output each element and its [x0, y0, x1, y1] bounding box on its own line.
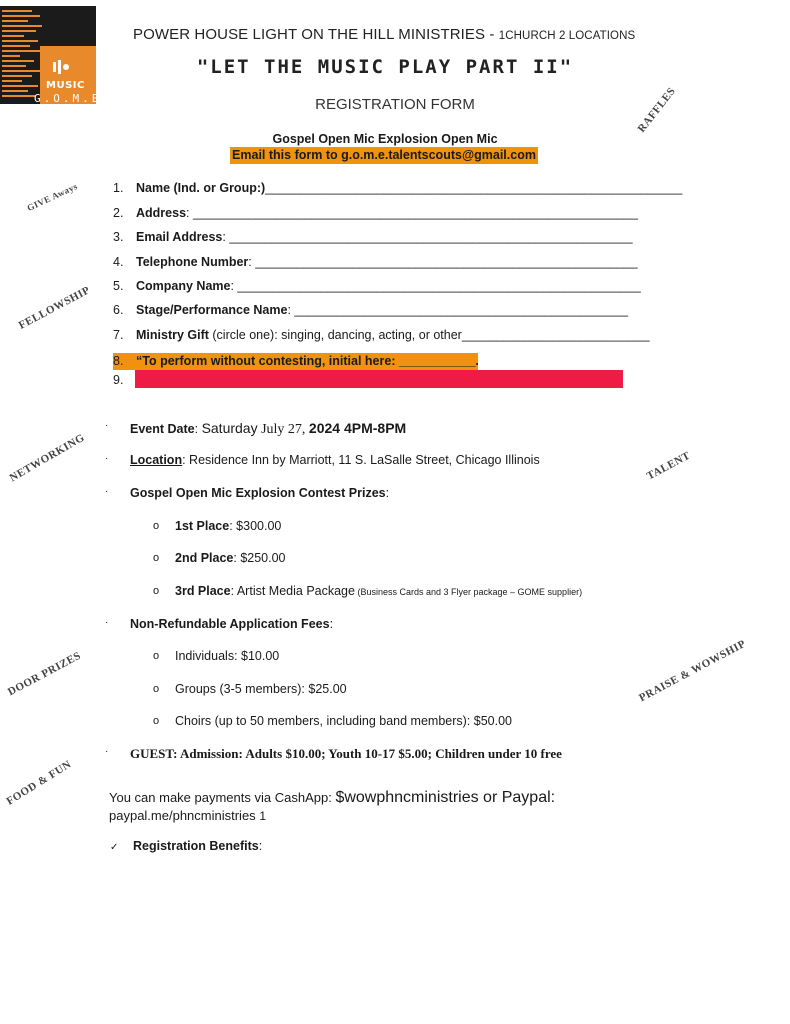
music-gome-logo	[0, 6, 111, 105]
side-label-give-aways: GIVE Aways	[25, 180, 80, 214]
circle-bullet-icon: o	[153, 715, 160, 727]
field-number: 3.	[113, 230, 124, 244]
prize-label: 1st Place	[175, 519, 230, 533]
side-label-raffles: RAFFLES	[635, 85, 679, 135]
field-address[interactable]	[113, 206, 673, 220]
ministry-title-text: POWER HOUSE LIGHT ON THE HILL MINISTRIES -	[133, 26, 499, 43]
field-number: 6.	[113, 303, 124, 317]
field-number: 2.	[113, 206, 124, 220]
payment-prefix: You can make payments via CashApp:	[109, 790, 336, 805]
side-label-fellowship: FELLOWSHIP	[16, 284, 93, 332]
field-number: 5.	[113, 279, 124, 293]
field-blank: : __________________________________________________________	[222, 230, 633, 244]
bullet-icon: ·	[105, 617, 109, 628]
fee-text: Choirs (up to 50 members, including band members): $50.00	[175, 714, 512, 728]
field-label: Company Name	[136, 279, 231, 293]
prize-label: 2nd Place	[175, 551, 234, 565]
bullet-icon: ·	[105, 486, 109, 497]
event-subtitle: "LET THE MUSIC PLAY PART II"	[196, 56, 574, 78]
logo-word-music: MUSIC	[46, 80, 85, 91]
field-blank: : ________________________________________________	[287, 303, 629, 317]
benefits-label: Registration Benefits	[133, 839, 259, 853]
side-label-talent: TALENT	[644, 449, 693, 483]
bullet-icon: ·	[105, 453, 109, 464]
field-stage-name[interactable]	[113, 303, 673, 317]
field-number: 8.	[113, 354, 124, 368]
field-telephone[interactable]	[113, 255, 673, 269]
registration-benefits: ✓ Registration Benefits:	[110, 839, 263, 853]
bullet-icon: ·	[105, 420, 109, 431]
location-value: Residence Inn by Marriott, 11 S. LaSalle Street, Chicago Illinois	[185, 453, 540, 467]
prize-value: : $300.00	[229, 519, 282, 533]
event-day: Saturday	[201, 420, 258, 436]
fee-text: Groups (3-5 members): $25.00	[175, 682, 347, 696]
field-initial[interactable]	[113, 354, 673, 368]
form-title: REGISTRATION FORM	[315, 96, 475, 113]
event-date-label: Event Date	[130, 422, 195, 436]
circle-bullet-icon: o	[153, 683, 160, 695]
bullet-icon: ·	[105, 746, 109, 757]
side-label-praise-worship: PRAISE & WOWSHIP	[637, 637, 748, 705]
circle-bullet-icon: o	[153, 552, 160, 564]
fee-text: Individuals: $10.00	[175, 649, 280, 663]
location-label: Location	[130, 453, 183, 467]
field-number: 9.	[113, 373, 124, 387]
field-company[interactable]	[113, 279, 673, 293]
event-month-day: July 27,	[261, 422, 306, 437]
field-blank: : ________________________________________________________________	[186, 206, 638, 220]
field-label: Address	[136, 206, 187, 220]
field-label: “To perform without contesting, initial here: ___________.	[136, 354, 479, 368]
side-label-food-fun: FOOD & FUN	[4, 758, 74, 808]
field-label: Ministry Gift	[136, 328, 209, 342]
field-blank: : _______________________________________________________	[248, 255, 638, 269]
logo-word-gome: G.O.M.E.	[34, 92, 111, 105]
prize-note: (Business Cards and 3 Flyer package – GOME supplier)	[354, 587, 583, 597]
payment-info	[109, 789, 669, 825]
field-nine	[113, 373, 673, 387]
event-name: Gospel Open Mic Explosion Open Mic	[272, 132, 498, 146]
side-label-door-prizes: DOOR PRIZES	[5, 649, 84, 699]
field-name[interactable]	[113, 181, 683, 195]
circle-bullet-icon: o	[153, 585, 160, 597]
page-number: 1	[259, 809, 266, 823]
payment-cashapp: $wowphncministries or Paypal:	[335, 789, 556, 806]
locations-text: 1CHURCH 2 LOCATIONS	[498, 30, 636, 42]
field-label: Email Address	[136, 230, 223, 244]
ministry-title	[133, 26, 635, 43]
prizes-label: Gospel Open Mic Explosion Contest Prizes	[130, 486, 386, 500]
field-ministry-gift[interactable]	[113, 328, 673, 342]
field-label: Telephone Number	[136, 255, 249, 269]
field-number: 4.	[113, 255, 124, 269]
field-label: Stage/Performance Name	[136, 303, 288, 317]
field-number: 1.	[113, 181, 124, 195]
payment-paypal: paypal.me/phncministries	[109, 808, 256, 823]
field-number: 7.	[113, 328, 124, 342]
prize-label: 3rd Place	[175, 584, 231, 598]
field-blank: ____________________________________________________________	[265, 181, 683, 195]
prize-value: : $250.00	[233, 551, 286, 565]
prize-value: : Artist Media Package	[230, 584, 355, 598]
circle-bullet-icon: o	[153, 650, 160, 662]
field-email[interactable]	[113, 230, 673, 244]
field-blank: (circle one): singing, dancing, acting, or other___________________________	[208, 328, 650, 342]
event-year-time: 2024 4PM-8PM	[308, 420, 407, 436]
field-label: Name (Ind. or Group:)	[136, 181, 266, 195]
check-bullet-icon: ✓	[110, 842, 119, 853]
email-instruction: Email this form to g.o.m.e.talentscouts@gmail.com	[230, 147, 538, 164]
fees-label: Non-Refundable Application Fees	[130, 617, 330, 631]
side-label-networking: NETWORKING	[7, 431, 87, 485]
circle-bullet-icon: o	[153, 520, 160, 532]
field-blank: : __________________________________________________________	[230, 279, 641, 293]
guest-admission: GUEST: Admission: Adults $10.00; Youth 10-17 $5.00; Children under 10 free	[130, 746, 562, 761]
